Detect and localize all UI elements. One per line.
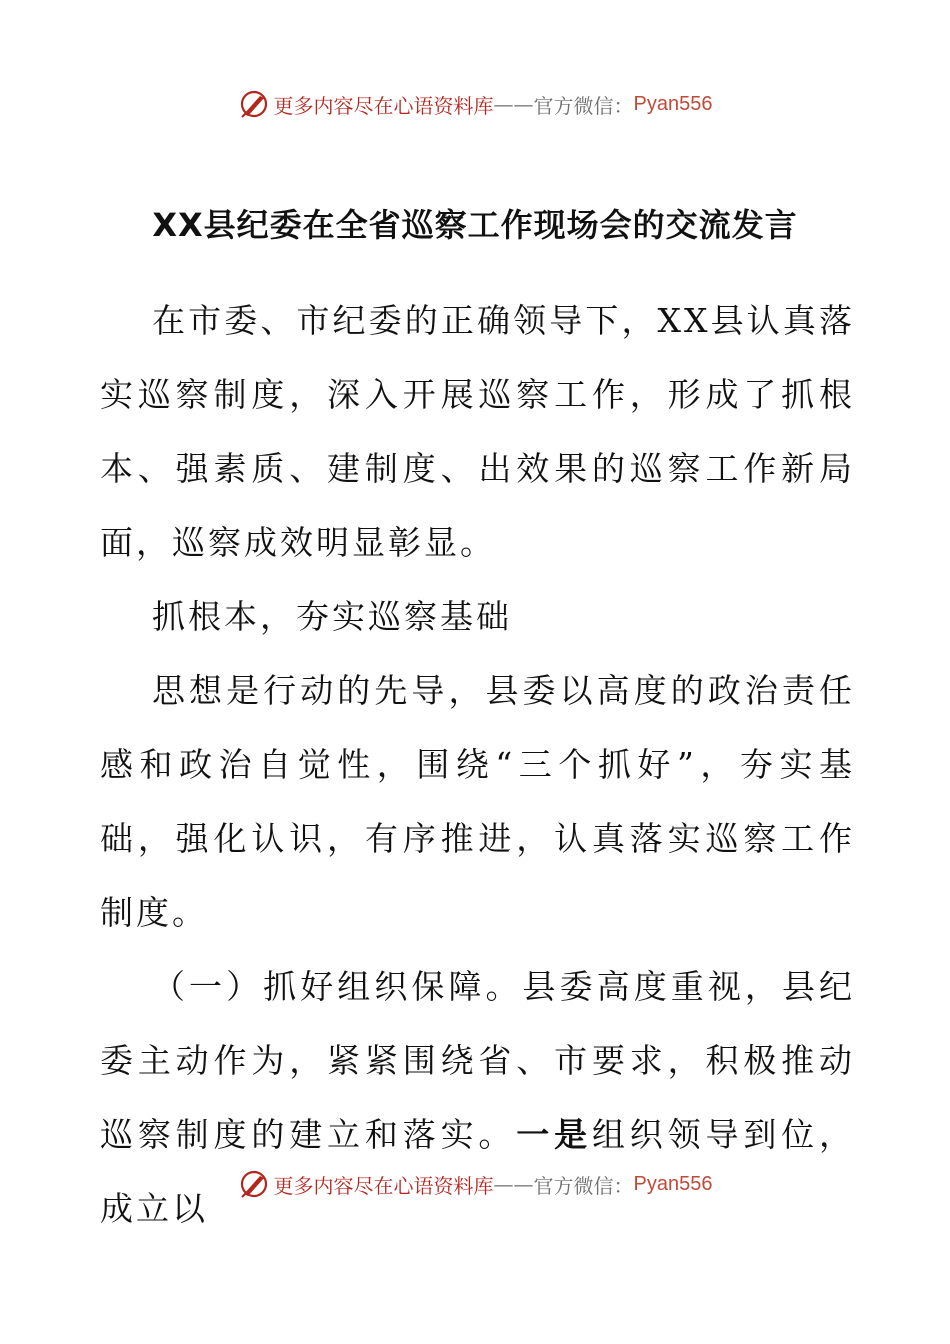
- paragraph-intro: 在市委、市纪委的正确领导下，XX县认真落实巡察制度，深入开展巡察工作，形成了抓根本、强素质、建制度、出效果的巡察工作新局面，巡察成效明显彰显。: [100, 301, 855, 562]
- banner-wechat-id: Pyan556: [633, 1172, 713, 1195]
- footer-banner: [0, 1164, 950, 1204]
- banner-dash: ——: [493, 1172, 534, 1196]
- document-body: [100, 284, 855, 1246]
- pen-logo-icon: [238, 88, 270, 120]
- paragraph-thinking: 思想是行动的先导，县委以高度的政治责任感和政治自觉性，围绕“三个抓好”，夯实基础，强化认识，有序推进，认真落实巡察工作制度。: [100, 671, 855, 932]
- bold-marker: 一是: [516, 1115, 592, 1154]
- banner-wechat-label: 官方微信：: [533, 93, 634, 118]
- paragraph-organization-text: （一）抓好组织保障。县委高度重视，县纪委主动作为，紧紧围绕省、市要求，积极推动巡察制度的建立和落实。: [100, 967, 855, 1154]
- pen-logo-icon: [238, 1168, 270, 1200]
- banner-site-text: 更多内容尽在心语资料库: [273, 93, 494, 118]
- banner-wechat-id: Pyan556: [633, 92, 713, 115]
- banner-wechat-label: 官方微信：: [533, 1173, 634, 1198]
- section-heading: 抓根本，夯实巡察基础: [152, 597, 512, 636]
- document-title: XX县纪委在全省巡察工作现场会的交流发言: [152, 206, 798, 244]
- banner-dash: ——: [493, 92, 534, 116]
- paragraph-organization-tail: 组织领导到位，成立以: [100, 1115, 856, 1228]
- header-banner: [0, 84, 950, 124]
- banner-site-text: 更多内容尽在心语资料库: [273, 1173, 494, 1198]
